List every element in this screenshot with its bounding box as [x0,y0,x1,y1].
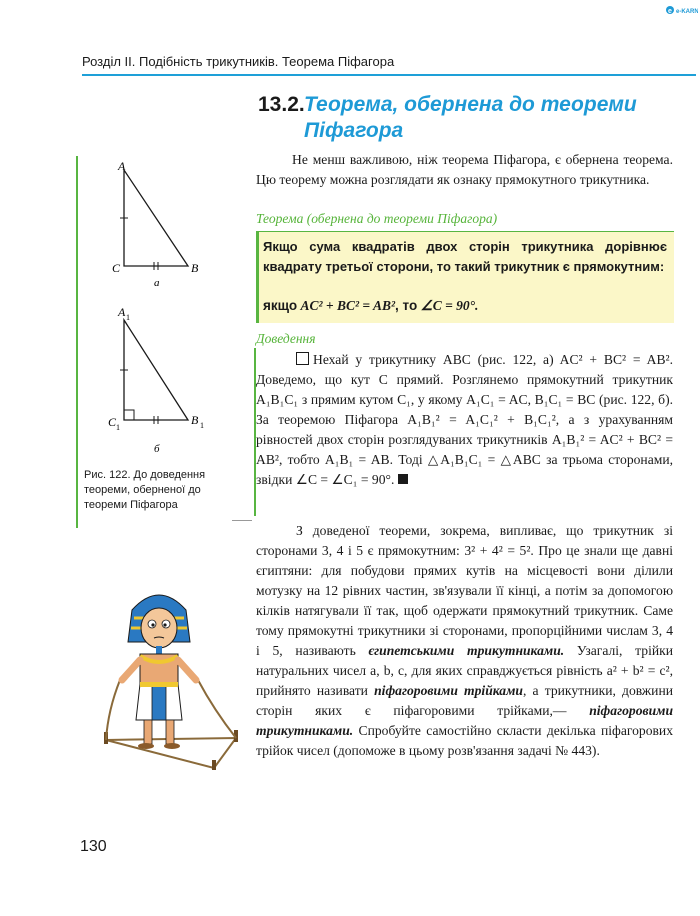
label-a-A: A [118,159,126,173]
pharaoh-illustration [94,580,244,770]
label-b-C: C [108,415,117,429]
theorem-label: Теорема (обернена до теореми Піфагора) [256,211,498,226]
intro-paragraph: Не менш важливою, ніж теорема Піфагора, є обернена теорема. Цю теорему можна розглядати як ознаку прямокутного трикутника. [256,152,673,187]
logo-text: e-KARN [676,9,698,15]
header-divider [82,74,696,76]
term-egyptian-triangles: єгипетськими трикутниками. [368,643,565,658]
formula-main: AC² + BC² = AB² [300,298,396,313]
formula-mid: , то [395,298,418,313]
term-pythagorean-triangles: піфагоровими трикутниками. [256,703,673,738]
proof-paragraph [256,350,673,490]
label-a-B: B [191,261,199,275]
theorem-statement: Якщо сума квадратів двох сторін трикутника дорівнює квадрату третьої сторони, то такий трикутник є прямокутним: [263,239,667,274]
qed-icon [398,474,408,484]
figure-caption: Рис. 122. До доведення теореми, оберненої до теореми Піфагора [84,469,206,511]
publisher-logo [666,2,698,15]
label-b-C-sub: 1 [116,423,120,432]
label-b-B-sub: 1 [200,421,204,430]
section-title-line2: Піфагора [304,119,404,142]
page-number: 130 [80,838,107,855]
proof-start-icon [296,352,309,365]
proof-label: Доведення [256,331,316,346]
formula-result: ∠C = 90°. [420,298,479,313]
caption-b: б [154,443,160,455]
figure-margin-bar [76,156,78,528]
example-part4: Спробуйте самостійно скласти декілька піфагорових трійок чисел (допоможе в цьому розв'язання задачі № 443). [256,723,673,758]
section-number: 13.2. [258,93,305,116]
example-part2: Узагалі, трійки натуральних чисел a, b, c, для яких справджується рівність a² + b² = c², прийнято називати [256,643,674,698]
label-a-C: C [112,261,121,275]
section-title-line1: Теорема, обернена до теореми [304,93,637,116]
caption-rule [232,520,252,521]
caption-a: а [154,277,160,288]
example-part1: З доведеної теореми, зокрема, випливає, що трикутник зі сторонами 3, 4 і 5 є прямокутним: 3² + 4² = 5². Про це знали ще давні єгиптяни: для побудови прямих кутів на місцевості вони ділили мотузку на 12 рівних частин, зв'язували її кінці, а потім за допомогою кілків натягували її так, щоб одержати прямокутний трикутник. Саме тому прямокутні трикутники зі сторонами, пропорційними числам 3, 4 і 5, називають [256,523,673,658]
chapter-header: Розділ ІІ. Подібність трикутників. Теорема Піфагора [82,54,395,69]
theorem-box-top-border [256,231,674,232]
figure-triangle-a [96,158,226,288]
proof-text: Нехай у трикутнику ABC (рис. 122, а) AC² + BC² = AB². Доведемо, що кут C прямий. Розглянемо прямокутний трикутник A₁B₁C₁ з прямим кутом C₁, у якому A₁C₁ = AC, B₁C₁ = BC (рис. 122, б). За теоремою Піфагора A₁B₁² = A₁C₁² + B₁C₁², а з урахуванням рівностей двох сторін розглядуваних трикутників A₁B₁² = AC² + BC² = AB², тобто A₁B₁ = AB. Тоді △A₁B₁C₁ = △ABC за трьома сторонами, звідки ∠C = ∠C₁ = 90°. [256,352,673,487]
term-pythagorean-triples: піфагоровими трійками [374,683,523,698]
svg-text:e: e [668,8,672,15]
theorem-formula [263,298,478,314]
figure-triangle-b [96,300,226,460]
label-b-A-sub: 1 [126,313,130,322]
example-paragraph [256,521,673,761]
example-part3: , а трикутники, довжини сторін яких є піфагоровими трійками,— [256,683,673,718]
label-b-A: A [118,305,126,319]
formula-prefix: якщо [263,298,298,313]
label-b-B: B [191,413,199,427]
